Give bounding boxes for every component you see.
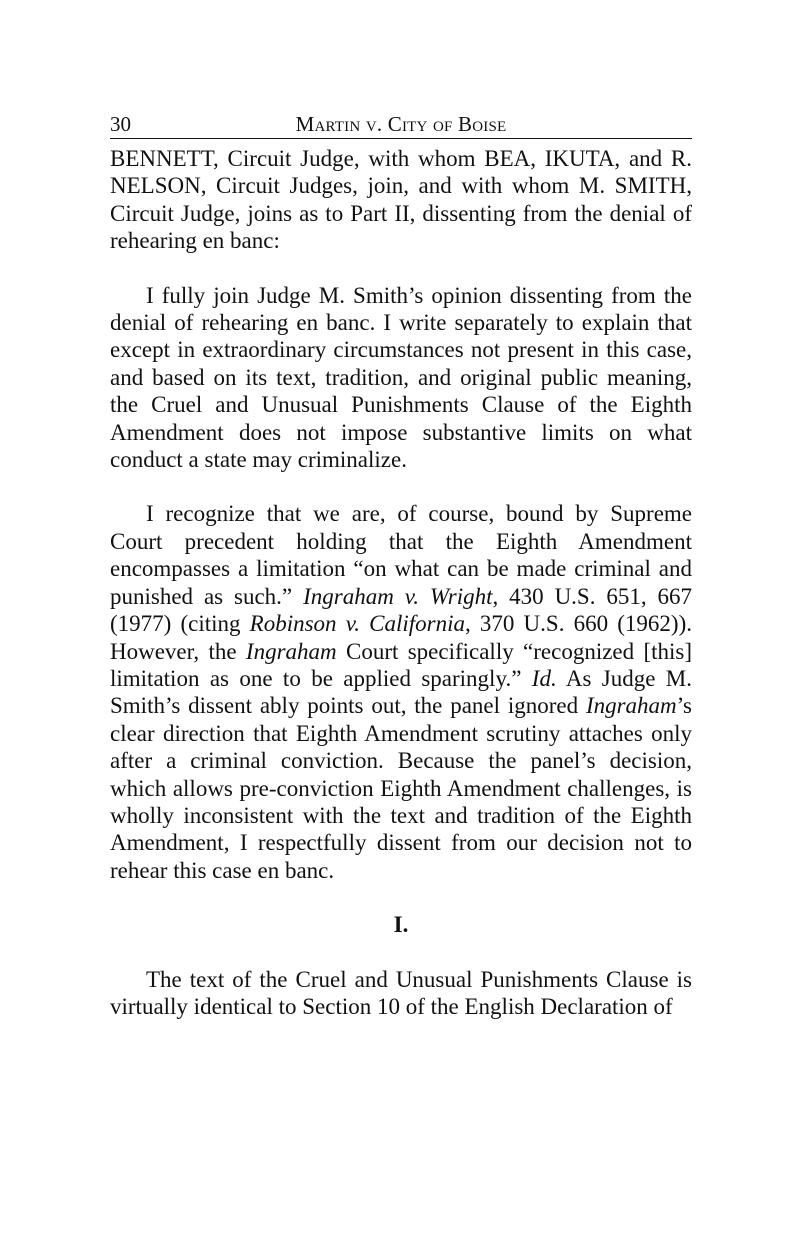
case-citation: Ingraham (585, 693, 677, 719)
case-citation: Ingraham v. Wright (303, 583, 493, 609)
case-citation: Robinson v. California (249, 611, 465, 637)
running-header (110, 112, 692, 139)
text-segment: ’s clear direction that Eighth Amendment scrutiny attaches only after a criminal conviction. Because the panel’s decision, which allows pre-conviction Eighth Amendment challenges, is wholly inconsistent with the text and tradition of the Eighth Amendment, I respectfully dissent from our decision not to rehear this case en banc. (110, 693, 693, 883)
intro-paragraph: BENNETT, Circuit Judge, with whom BEA, IKUTA, and R. NELSON, Circuit Judges, join, and with whom M. SMITH, Circuit Judge, joins as to Part II, dissenting from the denial of rehearing en banc: (110, 146, 692, 254)
text-segment: I recognize that we are, of course, bound by Supreme Court precedent holding that the Eighth Amendment encompasses a limitation “on what can be made criminal and punished as such.” (110, 501, 692, 609)
text-segment: As Judge M. Smith’s dissent ably points out, the panel ignored (110, 665, 692, 719)
id-citation: Id. (531, 665, 557, 691)
opinion-body (110, 145, 692, 1020)
document-page (110, 112, 692, 1020)
text-segment: Court specifically “recognized [this] limitation as one to be applied sparingly.” (110, 638, 693, 691)
case-citation: Ingraham (245, 638, 337, 664)
text-segment: , 430 U.S. 651, 667 (1977) (citing (110, 583, 693, 637)
case-title: Martin v. City of Boise (295, 112, 507, 136)
text-segment: , 370 U.S. 660 (1962)). However, the (110, 611, 692, 664)
paragraph-precedent (110, 500, 692, 884)
section-heading: I. (393, 912, 409, 938)
paragraph-clause-text: The text of the Cruel and Unusual Punishments Clause is virtually identical to Section 10 of the English Declaration of (110, 966, 692, 1019)
paragraph-join-dissent: I fully join Judge M. Smith’s opinion dissenting from the denial of rehearing en banc. I write separately to explain that except in extraordinary circumstances not present in this case, and based on its text, tradition, and original public meaning, the Cruel and Unusual Punishments Clause of the Eighth Amendment does not impose substantive limits on what conduct a state may criminalize. (110, 282, 692, 473)
page-number: 30 (110, 112, 131, 136)
